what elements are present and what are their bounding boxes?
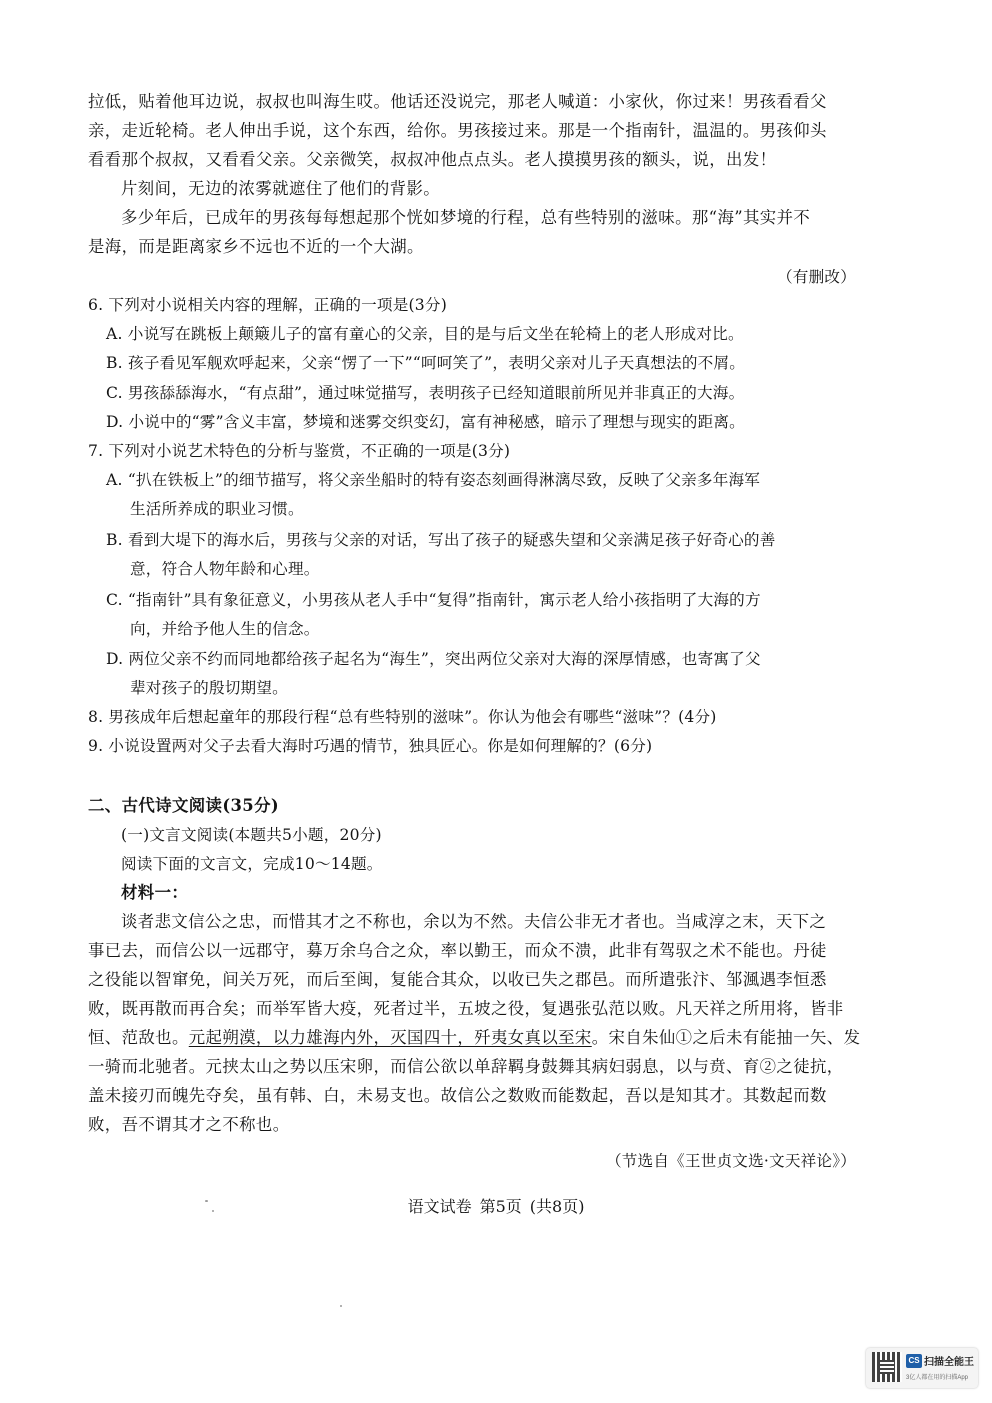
q7-option-a-line1: A. “扒在铁板上”的细节描写，将父亲坐船时的特有姿态刻画得淋漓尽致，反映了父亲多年海军 [106, 471, 761, 489]
q7-option-c-line2: 向，并给予他人生的信念。 [130, 620, 320, 638]
classical-line-4: 败，既再散而再合矣；而举军皆大疫，死者过半，五坡之役，复遇张弘范以败。凡天祥之所用将，皆非 [88, 999, 844, 1018]
q6-stem: 6. 下列对小说相关内容的理解，正确的一项是(3分) [88, 296, 447, 314]
q8-stem: 8. 男孩成年后想起童年的那段行程“总有些特别的滋味”。你认为他会有哪些“滋味”？(4分) [88, 708, 717, 726]
q7-option-a-line2: 生活所养成的职业习惯。 [130, 500, 304, 518]
qr-code-icon [872, 1352, 902, 1382]
q7-stem: 7. 下列对小说艺术特色的分析与鉴赏，不正确的一项是(3分) [88, 442, 511, 460]
section2-instruction: 阅读下面的文言文，完成10～14题。 [121, 855, 383, 873]
passage-line-6: 是海，而是距离家乡不远也不近的一个大湖。 [88, 237, 424, 256]
classical-line-3: 之役能以智窜免，间关万死，而后至闽，复能合其众，以收已失之郡邑。而所遣张汴、邹渢遇李恒悉 [88, 970, 827, 989]
q6-option-a: A. 小说写在跳板上颠簸儿子的富有童心的父亲，目的是与后文坐在轮椅上的老人形成对比。 [106, 325, 744, 343]
section2-title: 二、古代诗文阅读(35分) [88, 796, 280, 815]
classical-line-6: 一骑而北驰者。元挟太山之势以压宋卵，而信公欲以单辞羁身鼓舞其病妇弱息，以与贲、育②之徒抗， [88, 1057, 844, 1076]
q6-option-d: D. 小说中的“雾”含义丰富，梦境和迷雾交织变幻，富有神秘感，暗示了理想与现实的距离。 [106, 413, 745, 431]
q7-option-b-line1: B. 看到大堤下的海水后，男孩与父亲的对话，写出了孩子的疑惑失望和父亲满足孩子好奇心的善 [106, 531, 776, 549]
passage-note: （有删改） [777, 268, 856, 286]
footer-page: 第5页 [479, 1197, 522, 1216]
scanner-watermark-badge [866, 1348, 978, 1388]
classical-line-7: 盖未接刃而魄先夺矣，虽有韩、白，未易支也。故信公之数败而能数起，吾以是知其才。其数起而数 [88, 1086, 827, 1105]
passage-line-4: 片刻间，无边的浓雾就遮住了他们的背影。 [121, 179, 441, 198]
passage-line-1: 拉低，贴着他耳边说，叔叔也叫海生哎。他话还没说完，那老人喊道：小家伙，你过来！男孩看看父 [88, 92, 827, 111]
q7-option-b-line2: 意，符合人物年龄和心理。 [130, 560, 320, 578]
footer-total: (共8页) [529, 1197, 585, 1216]
scanner-badge-subtitle: 3亿人都在用的扫描App [906, 1375, 969, 1381]
scan-speck [340, 1305, 342, 1307]
section2-subtitle: (一)文言文阅读(本题共5小题，20分) [121, 826, 382, 844]
passage-line-3: 看看那个叔叔，又看看父亲。父亲微笑，叔叔冲他点点头。老人摸摸男孩的额头，说，出发！ [88, 150, 777, 169]
passage-line-5: 多少年后，已成年的男孩每每想起那个恍如梦境的行程，总有些特别的滋味。那“海”其实并不 [121, 208, 811, 227]
classical-line-5 [88, 1027, 860, 1049]
classical-line-5-pre: 恒、范敌也。 [88, 1028, 189, 1047]
classical-line-1: 谈者悲文信公之忠，而惜其才之不称也，余以为不然。夫信公非无才者也。当咸淳之末，天下之 [121, 912, 827, 931]
q6-option-c: C. 男孩舔舔海水，“有点甜”，通过味觉描写，表明孩子已经知道眼前所见并非真正的大海。 [106, 384, 745, 402]
q7-option-d-line1: D. 两位父亲不约而同地都给孩子起名为“海生”，突出两位父亲对大海的深厚情感，也寄寓了父 [106, 650, 761, 668]
page-footer [0, 1196, 992, 1218]
underlined-sentence: 元起朔漠，以力雄海内外，灭国四十，歼夷女真以至宋 [188, 1028, 592, 1047]
classical-line-8: 败，吾不谓其才之不称也。 [88, 1115, 290, 1134]
footer-subject: 语文试卷 [407, 1197, 472, 1216]
scan-speck [212, 1210, 214, 1212]
material-label: 材料一： [121, 883, 189, 902]
q6-option-b: B. 孩子看见军舰欢呼起来，父亲“愣了一下”“呵呵笑了”，表明父亲对儿子天真想法的不屑。 [106, 354, 746, 372]
classical-line-2: 事已去，而信公以一远郡守，募万余乌合之众，率以勤王，而众不溃，此非有驾驭之术不能也。丹徒 [88, 941, 827, 960]
classical-source: （节选自《王世贞文选·文天祥论》） [605, 1152, 856, 1170]
q9-stem: 9. 小说设置两对父子去看大海时巧遇的情节，独具匠心。你是如何理解的？(6分) [88, 737, 653, 755]
classical-line-5-post: 。宋自朱仙①之后未有能抽一矢、发 [591, 1028, 861, 1047]
q7-option-c-line1: C. “指南针”具有象征意义，小男孩从老人手中“复得”指南针，寓示老人给小孩指明了大海的方 [106, 591, 761, 609]
scan-speck [205, 1200, 208, 1202]
q7-option-d-line2: 辈对孩子的殷切期望。 [130, 679, 288, 697]
passage-line-2: 亲，走近轮椅。老人伸出手说，这个东西，给你。男孩接过来。那是一个指南针，温温的。男孩仰头 [88, 121, 827, 140]
scanner-badge-title: 扫描全能王 [924, 1357, 974, 1368]
camscanner-logo-icon: CS [906, 1354, 922, 1368]
